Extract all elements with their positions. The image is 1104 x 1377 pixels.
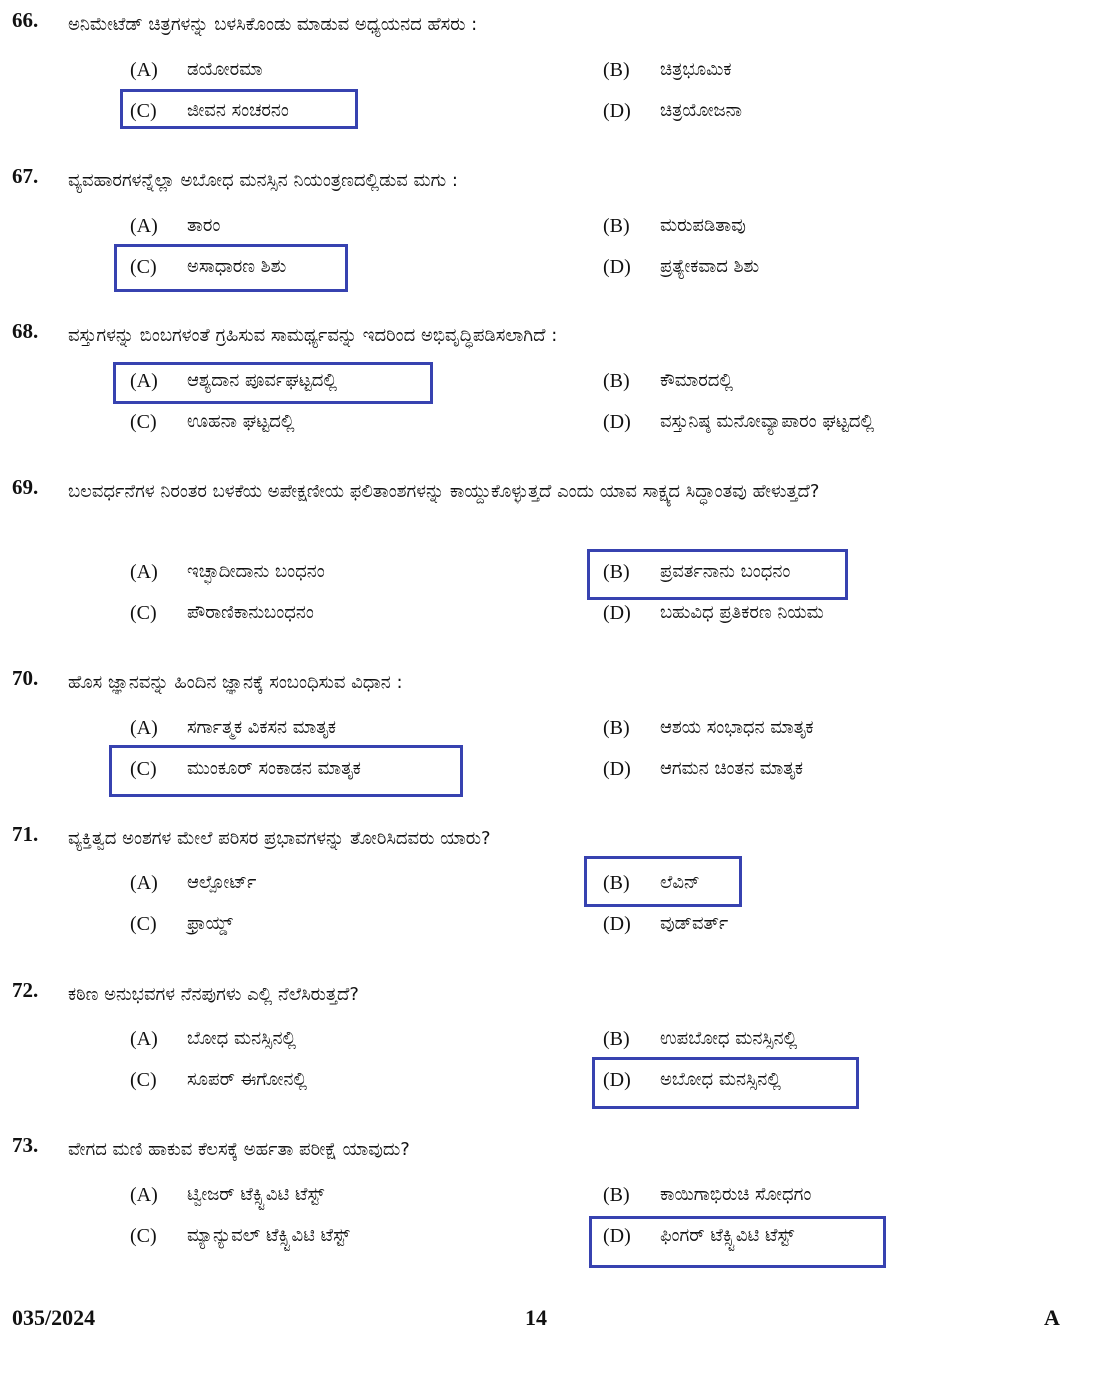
option-text: ಮುಂಕೂರ್ ಸಂಕಾಡನ ಮಾತೃಕ	[187, 758, 361, 779]
option-text: ಊಹನಾ ಘಟ್ಟದಲ್ಲಿ	[187, 411, 295, 432]
option-text: ವಸ್ತುನಿಷ್ಠ ಮನೋವ್ಯಾಪಾರಂ ಘಟ್ಟದಲ್ಲಿ	[660, 411, 875, 432]
option-text: ಫ್ರಾಯ್ಡ್	[187, 913, 233, 934]
option-text: ವುಡ್‌ವರ್ತ್	[660, 913, 729, 934]
option-label: (B)	[603, 215, 630, 237]
question-number: 67.	[12, 164, 39, 188]
option-text: ಚಿತ್ರಯೋಜನಾ	[660, 100, 742, 121]
answer-highlight-box	[109, 745, 463, 797]
answer-highlight-box	[592, 1057, 859, 1109]
option-label: (C)	[130, 1225, 157, 1247]
option-label: (C)	[130, 758, 157, 780]
question-text: ವ್ಯವಹಾರಗಳನ್ನೆಲ್ಲಾ ಅಬೋಧ ಮನಸ್ಸಿನ ನಿಯಂತ್ರಣದಲ್ಲಿಡುವ ಮಗು :	[68, 170, 458, 191]
question-text: ವ್ಯಕ್ತಿತ್ವದ ಅಂಶಗಳ ಮೇಲೆ ಪರಿಸರ ಪ್ರಭಾವಗಳನ್ನು ತೋರಿಸಿದವರು ಯಾರು?	[68, 828, 491, 849]
question-text: ವಸ್ತುಗಳನ್ನು ಬಿಂಬಗಳಂತೆ ಗ್ರಹಿಸುವ ಸಾಮರ್ಥ್ಯವನ್ನು ಇದರಿಂದ ಅಭಿವೃದ್ಧಿಪಡಿಸಲಾಗಿದೆ :	[68, 325, 558, 346]
option-label: (D)	[603, 1225, 631, 1247]
option-label: (D)	[603, 411, 631, 433]
option-label: (A)	[130, 59, 158, 81]
option-text: ತಾರಂ	[187, 215, 221, 236]
page-number: 14	[525, 1305, 547, 1330]
question-number: 70.	[12, 666, 39, 690]
option-label: (A)	[130, 215, 158, 237]
option-label: (D)	[603, 758, 631, 780]
option-label: (C)	[130, 411, 157, 433]
option-text: ಬಹುವಿಧ ಪ್ರತಿಕರಣ ನಿಯಮ	[660, 602, 824, 623]
question-number: 71.	[12, 822, 39, 846]
option-label: (B)	[603, 59, 630, 81]
option-text: ಅಬೋಧ ಮನಸ್ಸಿನಲ್ಲಿ	[660, 1069, 781, 1090]
answer-highlight-box	[584, 856, 742, 907]
question-number: 73.	[12, 1133, 39, 1157]
option-label: (C)	[130, 602, 157, 624]
option-text: ಚಿತ್ರಭೂಮಿಕ	[660, 59, 732, 80]
option-text: ಆಲ್ಪೋರ್ಟ್	[187, 872, 257, 893]
option-text: ಕೌಮಾರದಲ್ಲಿ	[660, 370, 734, 391]
question-text: ಬಲವರ್ಧನೆಗಳ ನಿರಂತರ ಬಳಕೆಯ ಅಪೇಕ್ಷಣೀಯ ಫಲಿತಾಂಶಗಳನ್ನು ಕಾಯ್ದುಕೊಳ್ಳುತ್ತದೆ ಎಂದು ಯಾವ ಸಾಕ್ಷ್ಯದ ಸಿದ್ಧಾಂತವು ಹೇಳುತ್ತದೆ?	[68, 481, 820, 502]
option-label: (B)	[603, 1184, 630, 1206]
option-text: ಬೋಧ ಮನಸ್ಸಿನಲ್ಲಿ	[187, 1028, 297, 1049]
question-number: 66.	[12, 8, 39, 32]
answer-highlight-box	[589, 1216, 886, 1268]
question-paper-code: 035/2024	[12, 1305, 96, 1330]
option-label: (B)	[603, 717, 630, 739]
option-label: (C)	[130, 256, 157, 278]
option-label: (D)	[603, 602, 631, 624]
option-text: ಪ್ರವರ್ತನಾನು ಬಂಧನಂ	[660, 561, 791, 582]
option-label: (B)	[603, 872, 630, 894]
question-text: ಅನಿಮೇಟೆಡ್ ಚಿತ್ರಗಳನ್ನು ಬಳಸಿಕೊಂಡು ಮಾಡುವ ಅಧ್ಯಯನದ ಹೆಸರು :	[68, 14, 478, 35]
option-label: (A)	[130, 872, 158, 894]
option-text: ಆಶಯ ಸಂಭಾಧನ ಮಾತೃಕ	[660, 717, 814, 738]
option-label: (A)	[130, 1184, 158, 1206]
option-text: ಆಶ್ಯದಾನ ಪೂರ್ವಘಟ್ಟದಲ್ಲಿ	[187, 370, 338, 391]
option-label: (C)	[130, 1069, 157, 1091]
option-label: (B)	[603, 370, 630, 392]
question-text: ಹೊಸ ಜ್ಞಾನವನ್ನು ಹಿಂದಿನ ಜ್ಞಾನಕ್ಕೆ ಸಂಬಂಧಿಸುವ ವಿಧಾನ :	[68, 672, 403, 693]
option-text: ಆಗಮನ ಚಿಂತನ ಮಾತೃಕ	[660, 758, 804, 779]
question-number: 72.	[12, 978, 39, 1002]
option-label: (A)	[130, 370, 158, 392]
option-label: (C)	[130, 913, 157, 935]
question-number: 68.	[12, 319, 39, 343]
option-text: ಟ್ವೀಜರ್ ಟೆಕ್ಸ್ಟಿವಿಟಿ ಟೆಸ್ಟ್	[187, 1184, 325, 1205]
question-text: ವೇಗದ ಮಣಿ ಹಾಕುವ ಕೆಲಸಕ್ಕೆ ಅರ್ಹತಾ ಪರೀಕ್ಷೆ ಯಾವುದು?	[68, 1139, 410, 1160]
option-label: (A)	[130, 717, 158, 739]
option-text: ಅಸಾಧಾರಣ ಶಿಶು	[187, 256, 287, 277]
question-number: 69.	[12, 475, 39, 499]
option-text: ಪ್ರತ್ಯೇಕವಾದ ಶಿಶು	[660, 256, 760, 277]
option-text: ಇಚ್ಛಾದೀದಾನು ಬಂಧನಂ	[187, 561, 325, 582]
option-label: (D)	[603, 100, 631, 122]
option-text: ಜೀವನ ಸಂಚರನಂ	[187, 100, 289, 121]
option-text: ಫಿಂಗರ್ ಟೆಕ್ಸ್ಟಿವಿಟಿ ಟೆಸ್ಟ್	[660, 1225, 795, 1246]
option-text: ಲೆವಿನ್	[660, 872, 700, 893]
option-text: ಮರುಪಡಿತಾವು	[660, 215, 746, 236]
question-text: ಕಠಿಣ ಅನುಭವಗಳ ನೆನಪುಗಳು ಎಲ್ಲಿ ನೆಲೆಸಿರುತ್ತದೆ?	[68, 984, 359, 1005]
option-label: (D)	[603, 256, 631, 278]
option-label: (A)	[130, 561, 158, 583]
option-text: ಮ್ಯಾನ್ಯುವಲ್ ಟೆಕ್ಸ್ಟಿವಿಟಿ ಟೆಸ್ಟ್	[187, 1225, 350, 1246]
option-label: (B)	[603, 1028, 630, 1050]
option-text: ಉಪಬೋಧ ಮನಸ್ಸಿನಲ್ಲಿ	[660, 1028, 798, 1049]
option-label: (C)	[130, 100, 157, 122]
option-text: ಪೌರಾಣಿಕಾನುಬಂಧನಂ	[187, 602, 314, 623]
option-text: ಸೂಪರ್ ಈಗೋನಲ್ಲಿ	[187, 1069, 308, 1090]
answer-highlight-box	[120, 89, 358, 129]
series-letter: A	[1044, 1305, 1060, 1330]
option-text: ಡಯೋರಮಾ	[187, 59, 263, 80]
option-label: (D)	[603, 1069, 631, 1091]
option-text: ಸರ್ಗಾತ್ಮಕ ವಿಕಸನ ಮಾತೃಕ	[187, 717, 336, 738]
option-label: (B)	[603, 561, 630, 583]
answer-highlight-box	[113, 362, 433, 404]
option-label: (A)	[130, 1028, 158, 1050]
answer-highlight-box	[114, 244, 348, 292]
answer-highlight-box	[587, 549, 848, 600]
option-text: ಕಾಯಿಗಾಭಿರುಚಿ ಸೋಧಗಂ	[660, 1184, 812, 1205]
option-label: (D)	[603, 913, 631, 935]
